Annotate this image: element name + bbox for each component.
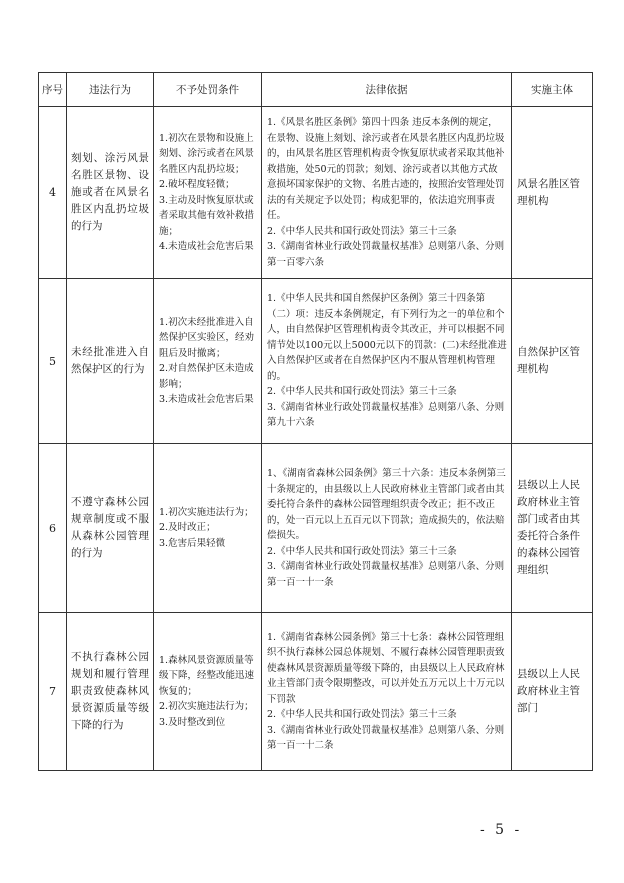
table-row xyxy=(39,279,593,444)
legal-item: 3.《湖南省林业行政处罚裁量权基准》总则第八条、分则第一百零六条 xyxy=(267,241,505,268)
legal-item: 1.《中华人民共和国自然保护区条例》第三十四条第（二）项：违反本条例规定，有下列行为之一的单位和个人，由自然保护区管理机构责令其改正，并可以根据不同情节处以100元以上5000元以下的罚款：(二)未经批准进入自然保护区或者在自然保护区内不服从管理机构管理的。 xyxy=(267,293,507,382)
legal-item: 3.《湖南省林业行政处罚裁量权基准》总则第八条、分则第一百一十一条 xyxy=(267,561,505,588)
condition-item: 2.破坏程度轻微； xyxy=(159,179,235,190)
condition-item: 1.森林风景资源质量等级下降，经整改能迅速恢复的； xyxy=(159,654,255,697)
table-row xyxy=(39,444,593,613)
header-legal-basis: 法律依据 xyxy=(262,73,512,107)
condition-item: 2.对自然保护区未造成影响； xyxy=(159,363,254,390)
row-conditions xyxy=(154,444,262,613)
legal-item: 2.《中华人民共和国行政处罚法》第三十三条 xyxy=(267,545,457,557)
header-conditions: 不予处罚条件 xyxy=(154,73,262,107)
condition-item: 3.主动及时恢复原状或者采取其他有效补救措施； xyxy=(159,194,255,237)
row-legal-basis xyxy=(262,613,512,771)
row-violation: 未经批准进入自然保护区的行为 xyxy=(67,279,154,444)
row-legal-basis xyxy=(262,444,512,613)
legal-item: 2.《中华人民共和国行政处罚法》第三十三条 xyxy=(267,386,457,398)
penalty-exemption-table xyxy=(38,72,593,771)
row-index: 4 xyxy=(39,107,67,279)
row-subject: 自然保护区管理机构 xyxy=(512,279,593,444)
condition-item: 1.初次在景物和设施上刻划、涂污或者在风景名胜区内乱扔垃圾； xyxy=(159,132,255,175)
condition-item: 1.初次未经批准进入自然保护区实验区，经劝阻后及时撤离； xyxy=(159,316,255,359)
legal-item: 3.《湖南省林业行政处罚裁量权基准》总则第八条、分则第九十六条 xyxy=(267,401,505,429)
row-conditions xyxy=(154,107,262,279)
table-row xyxy=(39,613,593,771)
condition-item: 3.危害后果轻微 xyxy=(159,537,226,549)
row-violation: 刻划、涂污风景名胜区景物、设施或者在风景名胜区内乱扔垃圾的行为 xyxy=(67,107,154,279)
row-subject: 风景名胜区管理机构 xyxy=(512,107,593,279)
legal-item: 2.《中华人民共和国行政处罚法》第三十三条 xyxy=(267,225,457,237)
header-violation: 违法行为 xyxy=(67,73,154,107)
header-subject: 实施主体 xyxy=(512,73,593,107)
row-legal-basis xyxy=(262,107,512,279)
row-subject: 县级以上人民政府林业主管部门或者由其委托符合条件的森林公园管理组织 xyxy=(512,444,593,613)
condition-item: 3.及时整改到位 xyxy=(159,716,226,728)
row-violation: 不执行森林公园规划和履行管理职责致使森林风景资源质量等级下降的行为 xyxy=(67,613,154,771)
condition-item: 2.及时改正； xyxy=(159,522,216,534)
table-row xyxy=(39,107,593,279)
row-conditions xyxy=(154,613,262,771)
row-index: 5 xyxy=(39,279,67,444)
condition-item: 3.未造成社会危害后果 xyxy=(159,394,254,405)
header-index: 序号 xyxy=(39,73,67,107)
table-header-row xyxy=(39,73,593,107)
legal-item: 1、《湖南省森林公园条例》第三十六条：违反本条例第三十条规定的，由县级以上人民政府林业主管部门或者由其委托符合条件的森林公园管理组织责令改正；拒不改正的，处一百元以上五百元以下罚款；造成损失的，依法赔偿损失。 xyxy=(267,468,506,541)
legal-item: 1.《风景名胜区条例》第四十四条 违反本条例的规定，在景物、设施上刻划、涂污或者在风景名胜区内乱扔垃圾的，由风景名胜区管理机构责令恢复原状或者采取其他补救措施，处50元的罚款；刻划、涂污或者以其他方式故意损坏国家保护的文物、名胜古迹的，按照治安管理处罚法的有关规定予以处罚；构成犯罪的，依法追究刑事责任。 xyxy=(267,117,505,221)
row-index: 7 xyxy=(39,613,67,771)
legal-item: 1.《湖南省森林公园条例》第三十七条：森林公园管理组织不执行森林公园总体规划、不履行森林公园管理职责致使森林风景资源质量等级下降的，由县级以上人民政府林业主管部门责令限期整改，可以并处五万元以上十万元以下罚款 xyxy=(267,631,505,705)
condition-item: 2.初次实施违法行为； xyxy=(159,701,254,713)
page-number: - 5 - xyxy=(480,822,523,838)
condition-item: 1.初次实施违法行为； xyxy=(159,506,254,518)
row-violation: 不遵守森林公园规章制度或不服从森林公园管理的行为 xyxy=(67,444,154,613)
row-index: 6 xyxy=(39,444,67,613)
legal-item: 3.《湖南省林业行政处罚裁量权基准》总则第八条、分则第一百一十二条 xyxy=(267,724,505,751)
row-legal-basis xyxy=(262,279,512,444)
row-subject: 县级以上人民政府林业主管部门 xyxy=(512,613,593,771)
condition-item: 4.未造成社会危害后果 xyxy=(159,241,254,252)
legal-item: 2.《中华人民共和国行政处罚法》第三十三条 xyxy=(267,709,457,720)
row-conditions xyxy=(154,279,262,444)
